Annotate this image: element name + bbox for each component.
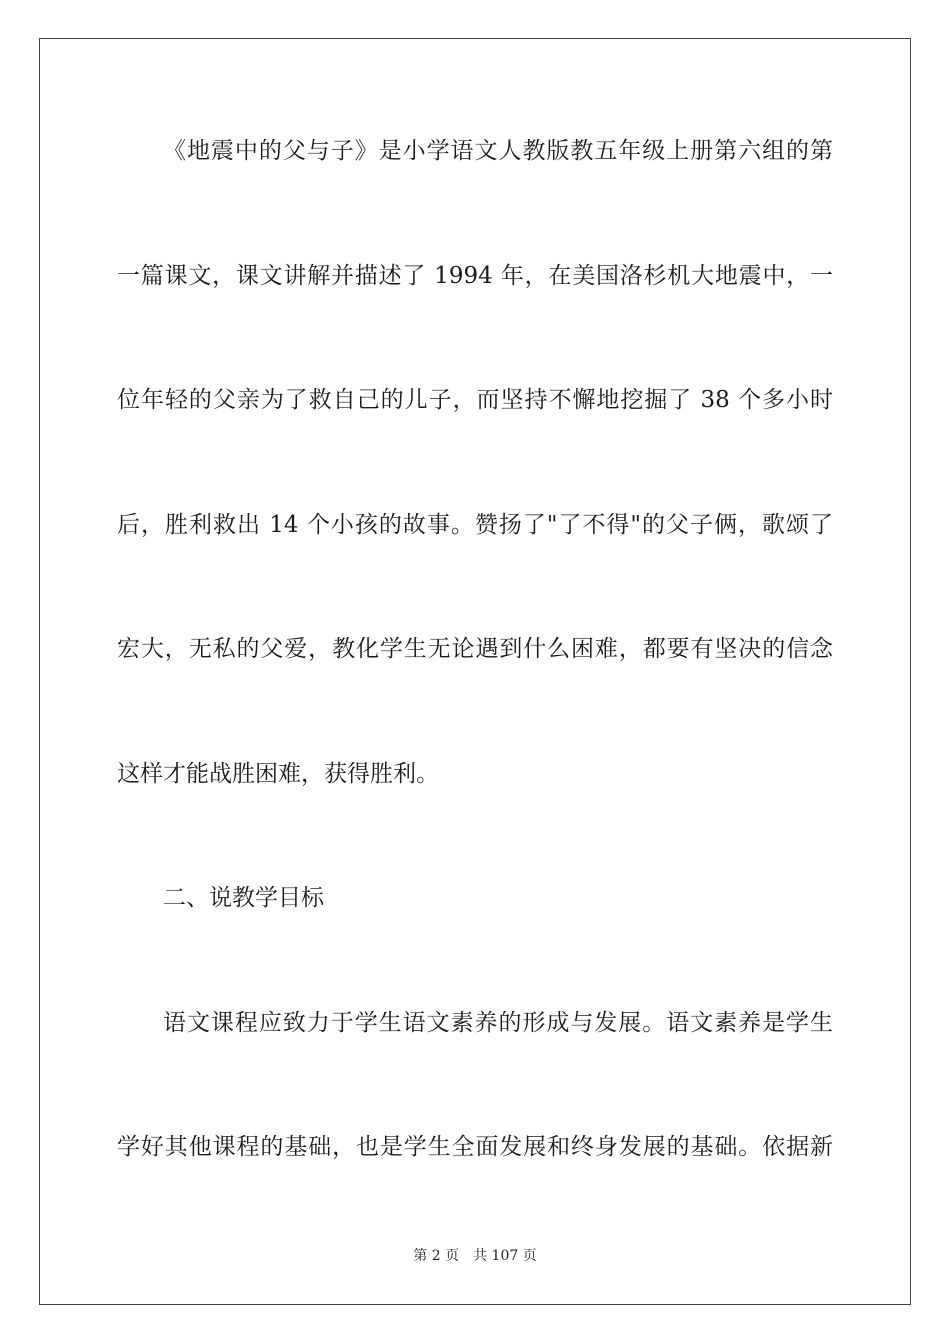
paragraph-line-6: 这样才能战胜困难，获得胜利。 (117, 761, 439, 787)
page-number: 第 2 页 (413, 1248, 460, 1264)
paragraph-line-8: 学好其他课程的基础，也是学生全面发展和终身发展的基础。依据新 (117, 1134, 833, 1160)
paragraph-line-5: 宏大，无私的父爱，教化学生无论遇到什么困难，都要有坚决的信念 (117, 636, 833, 662)
section-heading: 二、说教学目标 (163, 885, 324, 911)
paragraph-line-7: 语文课程应致力于学生语文素养的形成与发展。语文素养是学生 (163, 1010, 833, 1036)
paragraph-line-4: 后，胜利救出 14 个小孩的故事。赞扬了"了不得"的父子俩，歌颂了 (117, 512, 833, 538)
page-frame (39, 38, 911, 1305)
paragraph-line-2: 一篇课文，课文讲解并描述了 1994 年，在美国洛杉机大地震中，一 (117, 263, 833, 289)
page-footer (0, 1246, 950, 1266)
paragraph-line-3: 位年轻的父亲为了救自己的儿子，而坚持不懈地挖掘了 38 个多小时 (117, 387, 833, 413)
total-pages: 共 107 页 (473, 1248, 537, 1264)
paragraph-line-1: 《地震中的父与子》是小学语文人教版教五年级上册第六组的第 (163, 138, 833, 164)
